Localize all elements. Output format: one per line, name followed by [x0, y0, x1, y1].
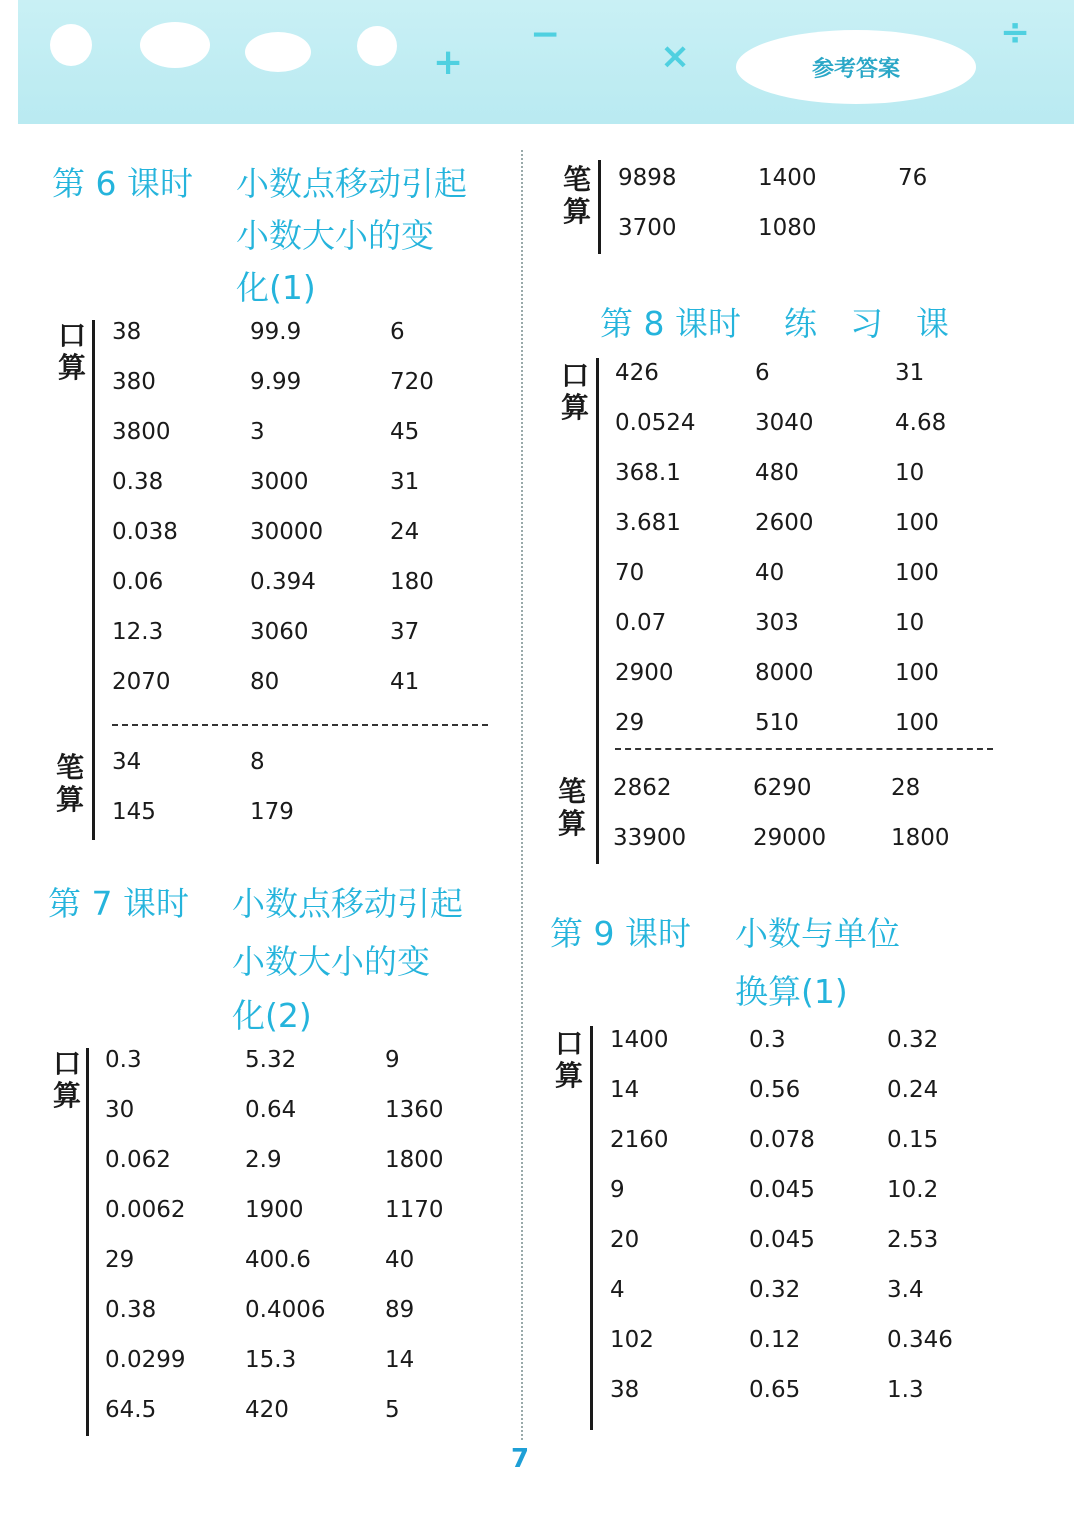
answer-cell: 0.394	[250, 569, 316, 595]
answer-cell: 100	[895, 510, 939, 536]
answer-cell: 28	[891, 775, 921, 801]
answer-cell: 0.32	[887, 1027, 939, 1053]
answer-cell: 3.681	[615, 510, 681, 536]
answer-cell: 8	[250, 749, 265, 775]
answer-cell: 0.65	[749, 1377, 801, 1403]
answer-cell: 3700	[618, 215, 677, 241]
answer-cell: 30	[105, 1097, 135, 1123]
answer-cell: 102	[610, 1327, 654, 1353]
answer-cell: 2070	[112, 669, 171, 695]
answer-cell: 3060	[250, 619, 309, 645]
lesson-6-bisuan-label: 笔算	[55, 751, 84, 816]
lesson-8-title: 练 习 课	[784, 304, 949, 343]
answer-cell: 0.38	[112, 469, 164, 495]
cloud-icon	[140, 22, 210, 68]
answer-cell: 31	[895, 360, 925, 386]
answer-badge	[736, 30, 976, 104]
answer-cell: 20	[610, 1227, 640, 1253]
sun-icon	[357, 26, 397, 66]
lesson-8-bracket	[596, 358, 599, 864]
lesson-7-label: 第 7 课时	[48, 884, 189, 923]
answer-cell: 4	[610, 1277, 625, 1303]
lesson-6-bracket	[92, 320, 95, 840]
answer-cell: 33900	[613, 825, 687, 851]
lesson-9-title-1: 小数与单位	[735, 914, 900, 953]
lesson-6-title-2: 小数大小的变	[236, 216, 434, 255]
answer-cell: 180	[390, 569, 434, 595]
lesson-6-separator	[112, 724, 488, 726]
answer-cell: 3.4	[887, 1277, 924, 1303]
answer-cell: 1400	[758, 165, 817, 191]
answer-cell: 1800	[385, 1147, 444, 1173]
answer-cell: 41	[390, 669, 420, 695]
divide-icon: ÷	[1000, 12, 1031, 53]
answer-cell: 29000	[753, 825, 827, 851]
answer-cell: 1.3	[887, 1377, 924, 1403]
answer-cell: 0.12	[749, 1327, 801, 1353]
rain-cloud-icon	[245, 32, 311, 72]
answer-cell: 0.38	[105, 1297, 157, 1323]
answer-cell: 70	[615, 560, 645, 586]
answer-cell: 0.346	[887, 1327, 953, 1353]
answer-cell: 100	[895, 560, 939, 586]
lesson-8-bisuan-label: 笔算	[557, 775, 586, 840]
answer-cell: 0.078	[749, 1127, 815, 1153]
lesson-7-bisuan-label: 笔算	[562, 163, 591, 228]
lesson-9-bracket	[590, 1026, 593, 1430]
answer-cell: 10.2	[887, 1177, 939, 1203]
answer-cell: 14	[610, 1077, 640, 1103]
answer-cell: 0.0299	[105, 1347, 186, 1373]
answer-cell: 368.1	[615, 460, 681, 486]
answer-cell: 9898	[618, 165, 677, 191]
answer-cell: 31	[390, 469, 420, 495]
answer-cell: 9	[385, 1047, 400, 1073]
answer-cell: 0.045	[749, 1227, 815, 1253]
answer-cell: 0.56	[749, 1077, 801, 1103]
answer-cell: 2.9	[245, 1147, 282, 1173]
answer-cell: 0.0062	[105, 1197, 186, 1223]
answer-cell: 5	[385, 1397, 400, 1423]
lesson-8-kousuan-label: 口算	[560, 359, 589, 424]
answer-cell: 29	[615, 710, 645, 736]
minus-icon: −	[530, 14, 561, 55]
answer-cell: 426	[615, 360, 659, 386]
plus-icon: +	[433, 42, 464, 83]
answer-cell: 420	[245, 1397, 289, 1423]
answer-cell: 1360	[385, 1097, 444, 1123]
answer-cell: 3000	[250, 469, 309, 495]
lesson-7-title-1: 小数点移动引起	[232, 884, 463, 923]
answer-cell: 0.15	[887, 1127, 939, 1153]
answer-cell: 6	[390, 319, 405, 345]
lesson-7-bracket	[86, 1048, 89, 1436]
answer-cell: 6	[755, 360, 770, 386]
answer-cell: 99.9	[250, 319, 302, 345]
answer-cell: 30000	[250, 519, 324, 545]
answer-cell: 0.062	[105, 1147, 171, 1173]
answer-cell: 2900	[615, 660, 674, 686]
answer-cell: 100	[895, 710, 939, 736]
answer-cell: 3800	[112, 419, 171, 445]
answer-cell: 1800	[891, 825, 950, 851]
answer-cell: 0.3	[105, 1047, 142, 1073]
lesson-7-kousuan-label: 口算	[52, 1047, 81, 1112]
answer-cell: 400.6	[245, 1247, 311, 1273]
answer-cell: 89	[385, 1297, 415, 1323]
lesson-9-kousuan-label: 口算	[554, 1027, 583, 1092]
column-divider	[521, 150, 523, 1440]
answer-cell: 38	[112, 319, 142, 345]
answer-cell: 5.32	[245, 1047, 297, 1073]
answer-cell: 64.5	[105, 1397, 157, 1423]
answer-cell: 76	[898, 165, 928, 191]
lesson-7-bisuan-bracket	[598, 160, 601, 254]
answer-cell: 45	[390, 419, 420, 445]
answer-cell: 179	[250, 799, 294, 825]
answer-cell: 100	[895, 660, 939, 686]
lesson-9-label: 第 9 课时	[550, 914, 691, 953]
answer-cell: 0.038	[112, 519, 178, 545]
answer-cell: 29	[105, 1247, 135, 1273]
answer-cell: 34	[112, 749, 142, 775]
answer-cell: 480	[755, 460, 799, 486]
answer-cell: 510	[755, 710, 799, 736]
answer-cell: 9	[610, 1177, 625, 1203]
answer-cell: 2.53	[887, 1227, 939, 1253]
answer-cell: 0.4006	[245, 1297, 326, 1323]
answer-cell: 0.06	[112, 569, 164, 595]
answer-cell: 0.64	[245, 1097, 297, 1123]
answer-cell: 720	[390, 369, 434, 395]
lesson-9-title-2: 换算(1)	[735, 972, 848, 1011]
times-icon: ×	[660, 36, 691, 77]
answer-cell: 1900	[245, 1197, 304, 1223]
answer-cell: 0.0524	[615, 410, 696, 436]
answer-cell: 1170	[385, 1197, 444, 1223]
answer-cell: 6290	[753, 775, 812, 801]
answer-badge-text: 参考答案	[811, 56, 900, 82]
answer-cell: 0.24	[887, 1077, 939, 1103]
page-number: 7	[510, 1444, 530, 1474]
answer-cell: 4.68	[895, 410, 947, 436]
lesson-8-label: 第 8 课时	[600, 304, 741, 343]
lesson-6-kousuan-label: 口算	[57, 319, 86, 384]
answer-cell: 24	[390, 519, 420, 545]
answer-cell: 380	[112, 369, 156, 395]
answer-cell: 3040	[755, 410, 814, 436]
lesson-6-title-1: 小数点移动引起	[236, 164, 467, 203]
answer-cell: 40	[755, 560, 785, 586]
answer-cell: 80	[250, 669, 280, 695]
answer-cell: 3	[250, 419, 265, 445]
answer-cell: 303	[755, 610, 799, 636]
answer-cell: 10	[895, 460, 925, 486]
answer-cell: 9.99	[250, 369, 302, 395]
answer-cell: 15.3	[245, 1347, 297, 1373]
lesson-7-title-3: 化(2)	[232, 996, 312, 1035]
answer-cell: 12.3	[112, 619, 164, 645]
answer-cell: 0.07	[615, 610, 667, 636]
answer-cell: 0.045	[749, 1177, 815, 1203]
answer-cell: 37	[390, 619, 420, 645]
answer-cell: 1080	[758, 215, 817, 241]
lesson-6-title-3: 化(1)	[236, 268, 316, 307]
answer-cell: 2862	[613, 775, 672, 801]
answer-cell: 40	[385, 1247, 415, 1273]
answer-cell: 10	[895, 610, 925, 636]
answer-cell: 145	[112, 799, 156, 825]
circle-icon	[50, 24, 92, 66]
answer-cell: 1400	[610, 1027, 669, 1053]
answer-cell: 14	[385, 1347, 415, 1373]
lesson-8-separator	[615, 748, 993, 750]
answer-cell: 2160	[610, 1127, 669, 1153]
answer-cell: 38	[610, 1377, 640, 1403]
answer-cell: 2600	[755, 510, 814, 536]
lesson-7-title-2: 小数大小的变	[232, 942, 430, 981]
lesson-6-label: 第 6 课时	[52, 164, 193, 203]
answer-cell: 8000	[755, 660, 814, 686]
answer-cell: 0.32	[749, 1277, 801, 1303]
answer-cell: 0.3	[749, 1027, 786, 1053]
